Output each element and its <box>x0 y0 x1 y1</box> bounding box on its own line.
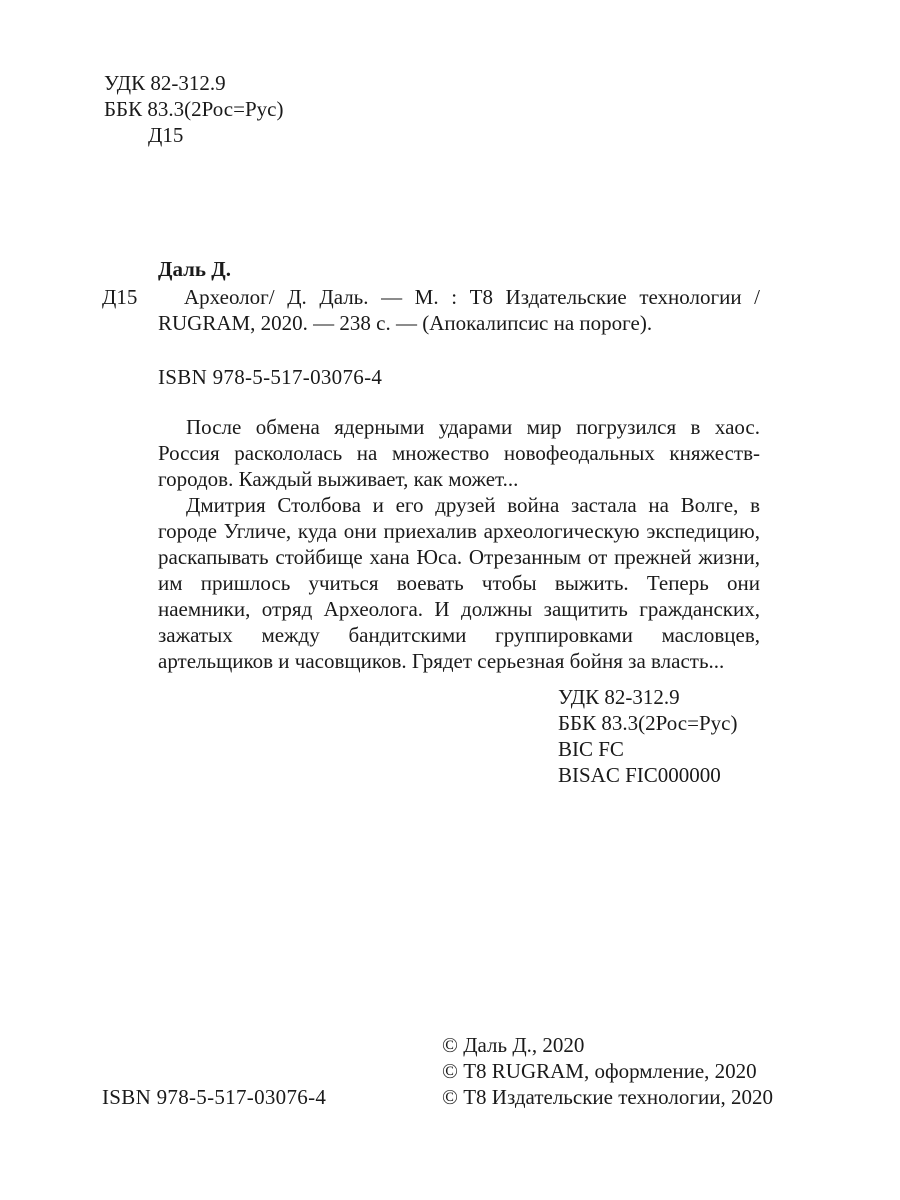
isbn-bottom: ISBN 978-5-517-03076-4 <box>102 1085 327 1109</box>
copyright-publisher: © Т8 Издательские технологии, 2020 <box>442 1085 773 1109</box>
description-line-2: RUGRAM, 2020. — 238 с. — (Апокалипсис на пороге). <box>158 311 653 335</box>
description-line-1: Археолог/ Д. Даль. — М. : Т8 Издательские технологии / <box>184 285 760 309</box>
bibliographic-description <box>158 284 760 336</box>
udk-code-right: УДК 82-312.9 <box>558 685 680 709</box>
side-author-mark: Д15 <box>102 285 138 309</box>
annotation-paragraph-1: После обмена ядерными ударами мир погрузился в хаос. Россия раскололась на множество новофеодальных княжеств-городов. Каждый выживает, как может... <box>158 415 760 491</box>
bisac-code: BISAC FIC000000 <box>558 763 721 787</box>
annotation <box>158 414 760 674</box>
author-mark: Д15 <box>148 123 184 147</box>
bbk-code-right: ББК 83.3(2Рос=Рус) <box>558 711 738 735</box>
isbn: ISBN 978-5-517-03076-4 <box>158 365 383 389</box>
author-name: Даль Д. <box>158 257 231 281</box>
top-classification-codes <box>104 70 283 148</box>
copyright-author: © Даль Д., 2020 <box>442 1033 585 1057</box>
annotation-paragraph-2: Дмитрия Столбова и его друзей война застала на Волге, в городе Угличе, куда они приехалив археологическую экспедицию, раскапывать стойбище хана Юса. Отрезанным от прежней жизни, им пришлось учиться воевать чтобы выжить. Теперь они наемники, отряд Археолога. И должны защитить гражданских, зажатых между бандитскими группировками масловцев, артельщиков и часовщиков. Грядет серьезная бойня за власть... <box>158 493 760 673</box>
bic-code: BIC FC <box>558 737 624 761</box>
copyright-block <box>442 1032 773 1110</box>
right-classification-codes <box>558 684 737 788</box>
bbk-code: ББК 83.3(2Рос=Рус) <box>104 97 284 121</box>
udk-code: УДК 82-312.9 <box>104 71 226 95</box>
copyright-design: © Т8 RUGRAM, оформление, 2020 <box>442 1059 757 1083</box>
